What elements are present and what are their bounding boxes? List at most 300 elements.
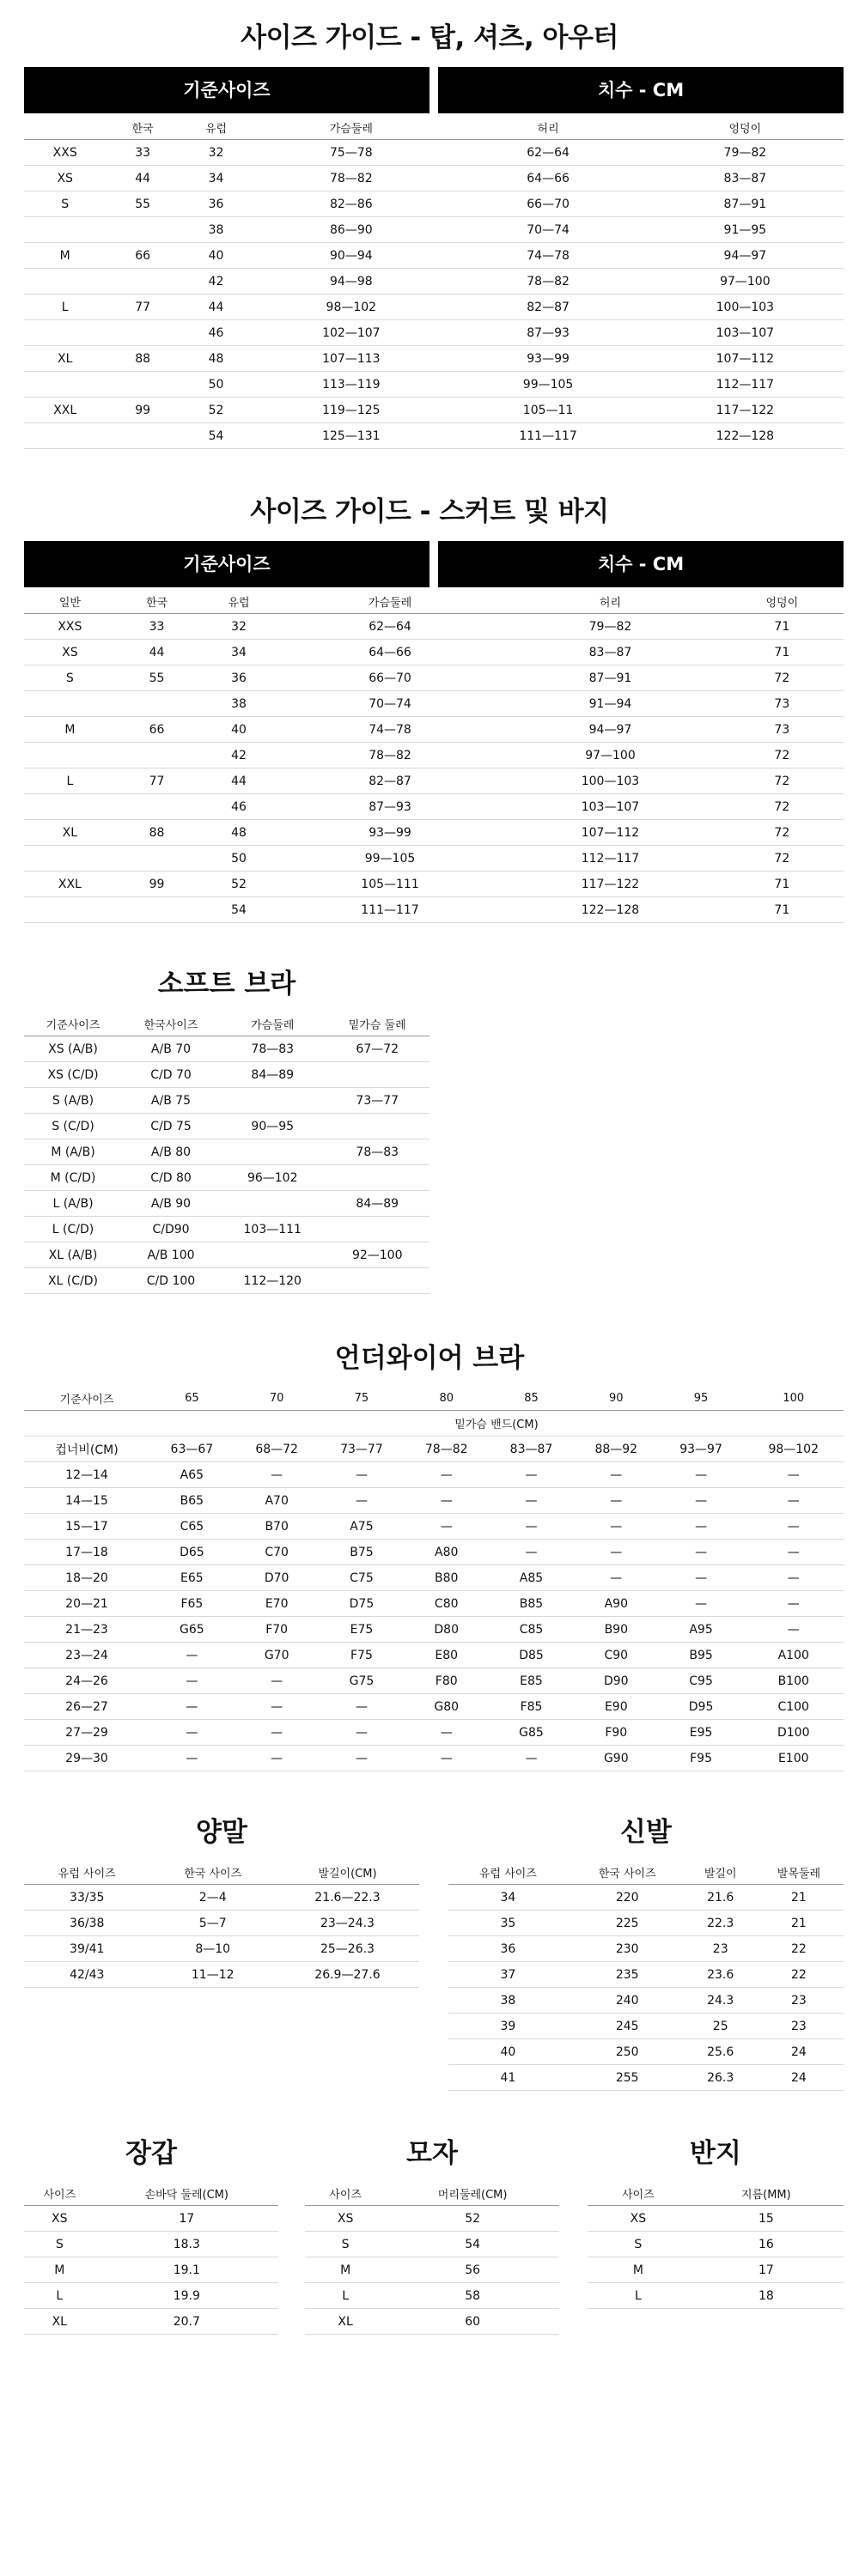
bottoms-col-header: 일반 [24,589,116,614]
table-cell: 35 [448,1911,568,1936]
table-cell [106,320,179,346]
table-cell: — [574,1462,659,1488]
table-cell: 245 [568,2014,687,2039]
table-cell: — [659,1540,744,1565]
table-cell: 37 [448,1962,568,1988]
table-cell [220,1088,325,1114]
table-cell [116,691,198,717]
table-cell: XS [24,2206,95,2232]
table-cell: M [588,2257,689,2283]
table-cell: 255 [568,2065,687,2091]
table-row [305,2206,559,2232]
table-cell: XS (A/B) [24,1036,122,1062]
table-cell: XL [24,820,116,846]
table-cell: F80 [404,1668,489,1694]
tops-right-header: 치수 - CM [438,67,844,113]
table-cell: 66—70 [280,665,500,691]
table-row [24,1540,844,1565]
table-row [24,1268,430,1294]
table-cell: 48 [198,820,280,846]
table-cell: 19.1 [95,2257,278,2283]
table-row [24,295,844,320]
table-cell: E95 [659,1720,744,1746]
table-cell: A65 [149,1462,235,1488]
table-row [305,2309,559,2335]
bottoms-table [24,589,844,923]
table-cell: A85 [489,1565,574,1591]
table-cell [24,269,106,295]
underwire-header-row [24,1386,844,1411]
hats-col-header: 머리둘레(CM) [386,2181,559,2206]
table-cell: — [320,1462,405,1488]
table-cell: XS [24,166,106,191]
softbra-col-header: 밑가슴 둘레 [325,1012,430,1036]
table-cell: L [305,2283,386,2309]
underwire-sub-header: 98—102 [743,1437,844,1462]
gloves-title: 장갑 [125,2138,177,2169]
table-cell: F95 [659,1746,744,1771]
table-row [448,1885,844,1911]
table-cell: 26—27 [24,1694,149,1720]
rings-col-header: 사이즈 [588,2181,689,2206]
table-cell: 97—100 [500,743,720,769]
table-cell: S [24,665,116,691]
table-row [24,269,844,295]
table-cell: XS (C/D) [24,1062,122,1088]
table-cell: S [305,2232,386,2257]
table-cell [24,372,106,398]
table-cell: G75 [320,1668,405,1694]
underwire-col-header: 90 [574,1386,659,1411]
underwire-title: 언더와이어 브라 [334,1343,525,1374]
table-cell: 62—64 [280,614,500,640]
table-cell: 74—78 [449,243,646,269]
table-cell: 72 [721,743,844,769]
table-row [24,320,844,346]
table-cell: C75 [320,1565,405,1591]
table-cell: 96—102 [220,1165,325,1191]
table-cell [325,1165,430,1191]
table-cell: S [24,2232,95,2257]
shoes-col-header: 한국 사이즈 [568,1860,687,1885]
table-cell: 46 [198,794,280,820]
table-row [24,1668,844,1694]
bottoms-col-header: 한국 [116,589,198,614]
underwire-sub-header: 68—72 [235,1437,320,1462]
table-cell: 54 [386,2232,559,2257]
table-cell [325,1268,430,1294]
table-cell: M [24,717,116,743]
table-cell [24,217,106,243]
table-cell: 78—82 [280,743,500,769]
softbra-col-header: 가슴둘레 [220,1012,325,1036]
socks-title: 양말 [196,1817,247,1848]
table-cell: 50 [180,372,253,398]
table-cell: E65 [149,1565,235,1591]
table-cell: — [235,1694,320,1720]
table-cell: 94—97 [647,243,844,269]
table-cell: D70 [235,1565,320,1591]
table-cell: F70 [235,1617,320,1643]
table-cell: — [320,1488,405,1514]
table-row [24,665,844,691]
table-cell: A100 [743,1643,844,1668]
table-cell: 112—117 [647,372,844,398]
table-cell: — [149,1720,235,1746]
underwire-col-header: 85 [489,1386,574,1411]
underwire-col-header: 65 [149,1386,235,1411]
tops-title: 사이즈 가이드 - 탑, 셔츠, 아우터 [241,22,618,53]
table-cell: 18 [689,2283,844,2309]
table-cell: — [489,1488,574,1514]
table-cell: — [743,1540,844,1565]
table-cell: 21.6 [687,1885,754,1911]
table-cell [116,794,198,820]
table-cell: — [404,1462,489,1488]
table-cell: XL [24,346,106,372]
table-row [24,1462,844,1488]
softbra-col-header: 기준사이즈 [24,1012,122,1036]
table-cell: C85 [489,1617,574,1643]
socks-col-header: 유럽 사이즈 [24,1860,149,1885]
softbra-table [24,1012,430,1294]
table-cell: 39/41 [24,1936,149,1962]
tops-left-header: 기준사이즈 [24,67,430,113]
rings-col-header: 지름(MM) [689,2181,844,2206]
table-cell: B80 [404,1565,489,1591]
table-cell: 16 [689,2232,844,2257]
table-cell: — [743,1514,844,1540]
table-cell: 91—94 [500,691,720,717]
table-cell: 33/35 [24,1885,149,1911]
table-cell: — [489,1514,574,1540]
table-cell: — [659,1488,744,1514]
empty-cell [24,1411,149,1437]
table-row [24,423,844,449]
underwire-col-header: 95 [659,1386,744,1411]
softbra-col-header: 한국사이즈 [122,1012,220,1036]
table-cell: — [743,1462,844,1488]
table-cell: 36 [448,1936,568,1962]
table-cell: 112—117 [500,846,720,872]
table-cell: 90—94 [253,243,449,269]
table-cell: 36 [180,191,253,217]
underwire-col-header: 75 [320,1386,405,1411]
table-cell: 5—7 [149,1911,275,1936]
table-row [24,2206,278,2232]
bottoms-col-header: 허리 [500,589,720,614]
table-cell: 25 [687,2014,754,2039]
table-row [24,140,844,166]
table-cell: 99—105 [449,372,646,398]
table-cell: 240 [568,1988,687,2014]
table-cell [106,372,179,398]
table-cell: 72 [721,665,844,691]
table-cell: — [743,1591,844,1617]
table-cell: 20—21 [24,1591,149,1617]
table-cell: F90 [574,1720,659,1746]
table-cell: B85 [489,1591,574,1617]
table-cell: — [149,1668,235,1694]
underwire-sub-header: 78—82 [404,1437,489,1462]
shoes-col-header: 발목둘레 [754,1860,844,1885]
table-cell: 84—89 [325,1191,430,1217]
table-cell: 21 [754,1885,844,1911]
table-cell: 32 [198,614,280,640]
table-cell: 100—103 [647,295,844,320]
table-cell: B90 [574,1617,659,1643]
hats-title: 모자 [406,2138,458,2169]
table-cell: 72 [721,794,844,820]
table-cell: C/D90 [122,1217,220,1242]
table-cell: 34 [180,166,253,191]
underwire-sub-header-row [24,1437,844,1462]
hats-table [305,2181,559,2335]
tops-col-header: 허리 [449,115,646,140]
table-cell: 66 [106,243,179,269]
table-cell: 24 [754,2039,844,2065]
table-cell: 84—89 [220,1062,325,1088]
table-cell: D90 [574,1668,659,1694]
table-cell: 70—74 [449,217,646,243]
table-cell: 66 [116,717,198,743]
table-cell: 82—87 [449,295,646,320]
table-cell: 56 [386,2257,559,2283]
table-cell: 52 [198,872,280,897]
table-cell: 103—111 [220,1217,325,1242]
tops-col-header [24,115,106,140]
table-cell: — [149,1643,235,1668]
table-cell: 73—77 [325,1088,430,1114]
table-cell: D75 [320,1591,405,1617]
table-cell: 44 [198,769,280,794]
table-cell: 220 [568,1885,687,1911]
table-cell: 72 [721,769,844,794]
table-cell: D100 [743,1720,844,1746]
table-cell: F75 [320,1643,405,1668]
table-cell: 103—107 [500,794,720,820]
table-cell: 17 [689,2257,844,2283]
table-cell: — [235,1746,320,1771]
table-cell: 93—99 [449,346,646,372]
table-cell: 78—83 [325,1139,430,1165]
table-row [448,1936,844,1962]
table-cell: A95 [659,1617,744,1643]
underwire-col-header: 80 [404,1386,489,1411]
table-cell: 25—26.3 [276,1936,419,1962]
table-cell: 67—72 [325,1036,430,1062]
table-cell: 52 [386,2206,559,2232]
bottoms-col-header: 엉덩이 [721,589,844,614]
table-cell: 64—66 [280,640,500,665]
underwire-col-header: 기준사이즈 [24,1386,149,1411]
table-row [24,2283,278,2309]
table-cell: G65 [149,1617,235,1643]
table-cell [325,1062,430,1088]
table-cell: 54 [180,423,253,449]
table-cell: L (A/B) [24,1191,122,1217]
table-cell: E85 [489,1668,574,1694]
shoes-title: 신발 [620,1817,672,1848]
underwire-sub-header: 88—92 [574,1437,659,1462]
table-cell: XL [305,2309,386,2335]
table-row [24,1962,419,1988]
table-cell: 87—93 [449,320,646,346]
table-row [24,1488,844,1514]
table-cell: 122—128 [647,423,844,449]
table-cell: — [489,1540,574,1565]
table-cell: A75 [320,1514,405,1540]
table-cell: 29—30 [24,1746,149,1771]
table-cell: 71 [721,640,844,665]
table-cell: 90—95 [220,1114,325,1139]
table-row [24,346,844,372]
table-cell: A80 [404,1540,489,1565]
table-cell: S [588,2232,689,2257]
table-cell: 11—12 [149,1962,275,1988]
table-cell: 15—17 [24,1514,149,1540]
table-cell: 235 [568,1962,687,1988]
table-cell [220,1191,325,1217]
table-cell: — [659,1462,744,1488]
table-row [24,1088,430,1114]
underwire-sub-header: 93—97 [659,1437,744,1462]
table-row [24,1036,430,1062]
underwire-sub-header: 컵너비(CM) [24,1437,149,1462]
table-cell: 92—100 [325,1242,430,1268]
table-cell: F65 [149,1591,235,1617]
table-cell: XS [305,2206,386,2232]
table-cell: 66—70 [449,191,646,217]
bottoms-title: 사이즈 가이드 - 스커트 및 바지 [250,496,609,527]
table-cell [116,846,198,872]
table-cell: 26.9—27.6 [276,1962,419,1988]
table-cell: 22 [754,1962,844,1988]
table-cell: 78—82 [253,166,449,191]
table-row [24,897,844,923]
table-cell: — [235,1462,320,1488]
table-cell: — [235,1720,320,1746]
table-cell: — [743,1565,844,1591]
rings-title: 반지 [690,2138,741,2169]
table-row [24,1720,844,1746]
table-cell: C/D 70 [122,1062,220,1088]
table-cell [24,794,116,820]
table-row [24,1617,844,1643]
bottoms-col-header: 유럽 [198,589,280,614]
table-cell: 117—122 [500,872,720,897]
table-cell: 32 [180,140,253,166]
table-cell: D80 [404,1617,489,1643]
table-cell: — [489,1462,574,1488]
table-row [24,1191,430,1217]
table-row [24,1514,844,1540]
table-cell: 23 [754,2014,844,2039]
table-cell: 50 [198,846,280,872]
table-row [24,1694,844,1720]
table-cell: 73 [721,717,844,743]
table-row [24,1911,419,1936]
table-row [448,2014,844,2039]
bottoms-col-header: 가슴둘레 [280,589,500,614]
table-cell: — [659,1514,744,1540]
table-row [24,717,844,743]
table-cell: 42 [180,269,253,295]
table-cell: 86—90 [253,217,449,243]
table-cell: — [320,1720,405,1746]
table-cell: XXS [24,140,106,166]
table-cell: C/D 75 [122,1114,220,1139]
table-row [24,1885,419,1911]
table-cell: L [24,295,106,320]
rings-header-row [588,2181,844,2206]
table-cell: 60 [386,2309,559,2335]
table-cell: E75 [320,1617,405,1643]
table-cell: G90 [574,1746,659,1771]
table-cell: 62—64 [449,140,646,166]
table-cell: 100—103 [500,769,720,794]
table-row [24,243,844,269]
table-cell: 17—18 [24,1540,149,1565]
table-cell: C80 [404,1591,489,1617]
table-row [24,2257,278,2283]
table-row [588,2206,844,2232]
table-cell [116,897,198,923]
table-cell: 250 [568,2039,687,2065]
table-cell: 107—112 [647,346,844,372]
table-cell: 225 [568,1911,687,1936]
table-cell: 46 [180,320,253,346]
table-row [448,1988,844,2014]
table-cell: 44 [116,640,198,665]
table-cell: XS [24,640,116,665]
table-row [24,1746,844,1771]
table-cell: 27—29 [24,1720,149,1746]
table-cell: D85 [489,1643,574,1668]
table-cell [325,1114,430,1139]
table-cell: 70—74 [280,691,500,717]
table-row [24,614,844,640]
table-cell: 103—107 [647,320,844,346]
table-cell: 21.6—22.3 [276,1885,419,1911]
table-cell: D95 [659,1694,744,1720]
table-cell [106,423,179,449]
table-cell: 24.3 [687,1988,754,2014]
bottoms-left-header: 기준사이즈 [24,541,430,587]
table-cell: M [24,2257,95,2283]
shoes-table [448,1860,844,2091]
table-cell: 83—87 [500,640,720,665]
table-row [448,1962,844,1988]
table-row [448,1911,844,1936]
table-cell: 36/38 [24,1911,149,1936]
hats-header-row [305,2181,559,2206]
table-cell: — [489,1746,574,1771]
table-row [24,846,844,872]
table-cell: XXL [24,398,106,423]
table-cell: 119—125 [253,398,449,423]
table-cell: S (A/B) [24,1088,122,1114]
table-row [24,1217,430,1242]
table-cell: 42/43 [24,1962,149,1988]
table-cell: 88 [116,820,198,846]
table-cell: 15 [689,2206,844,2232]
table-cell: — [149,1746,235,1771]
table-cell: 8—10 [149,1936,275,1962]
table-cell: 52 [180,398,253,423]
table-cell: B70 [235,1514,320,1540]
table-row [305,2257,559,2283]
